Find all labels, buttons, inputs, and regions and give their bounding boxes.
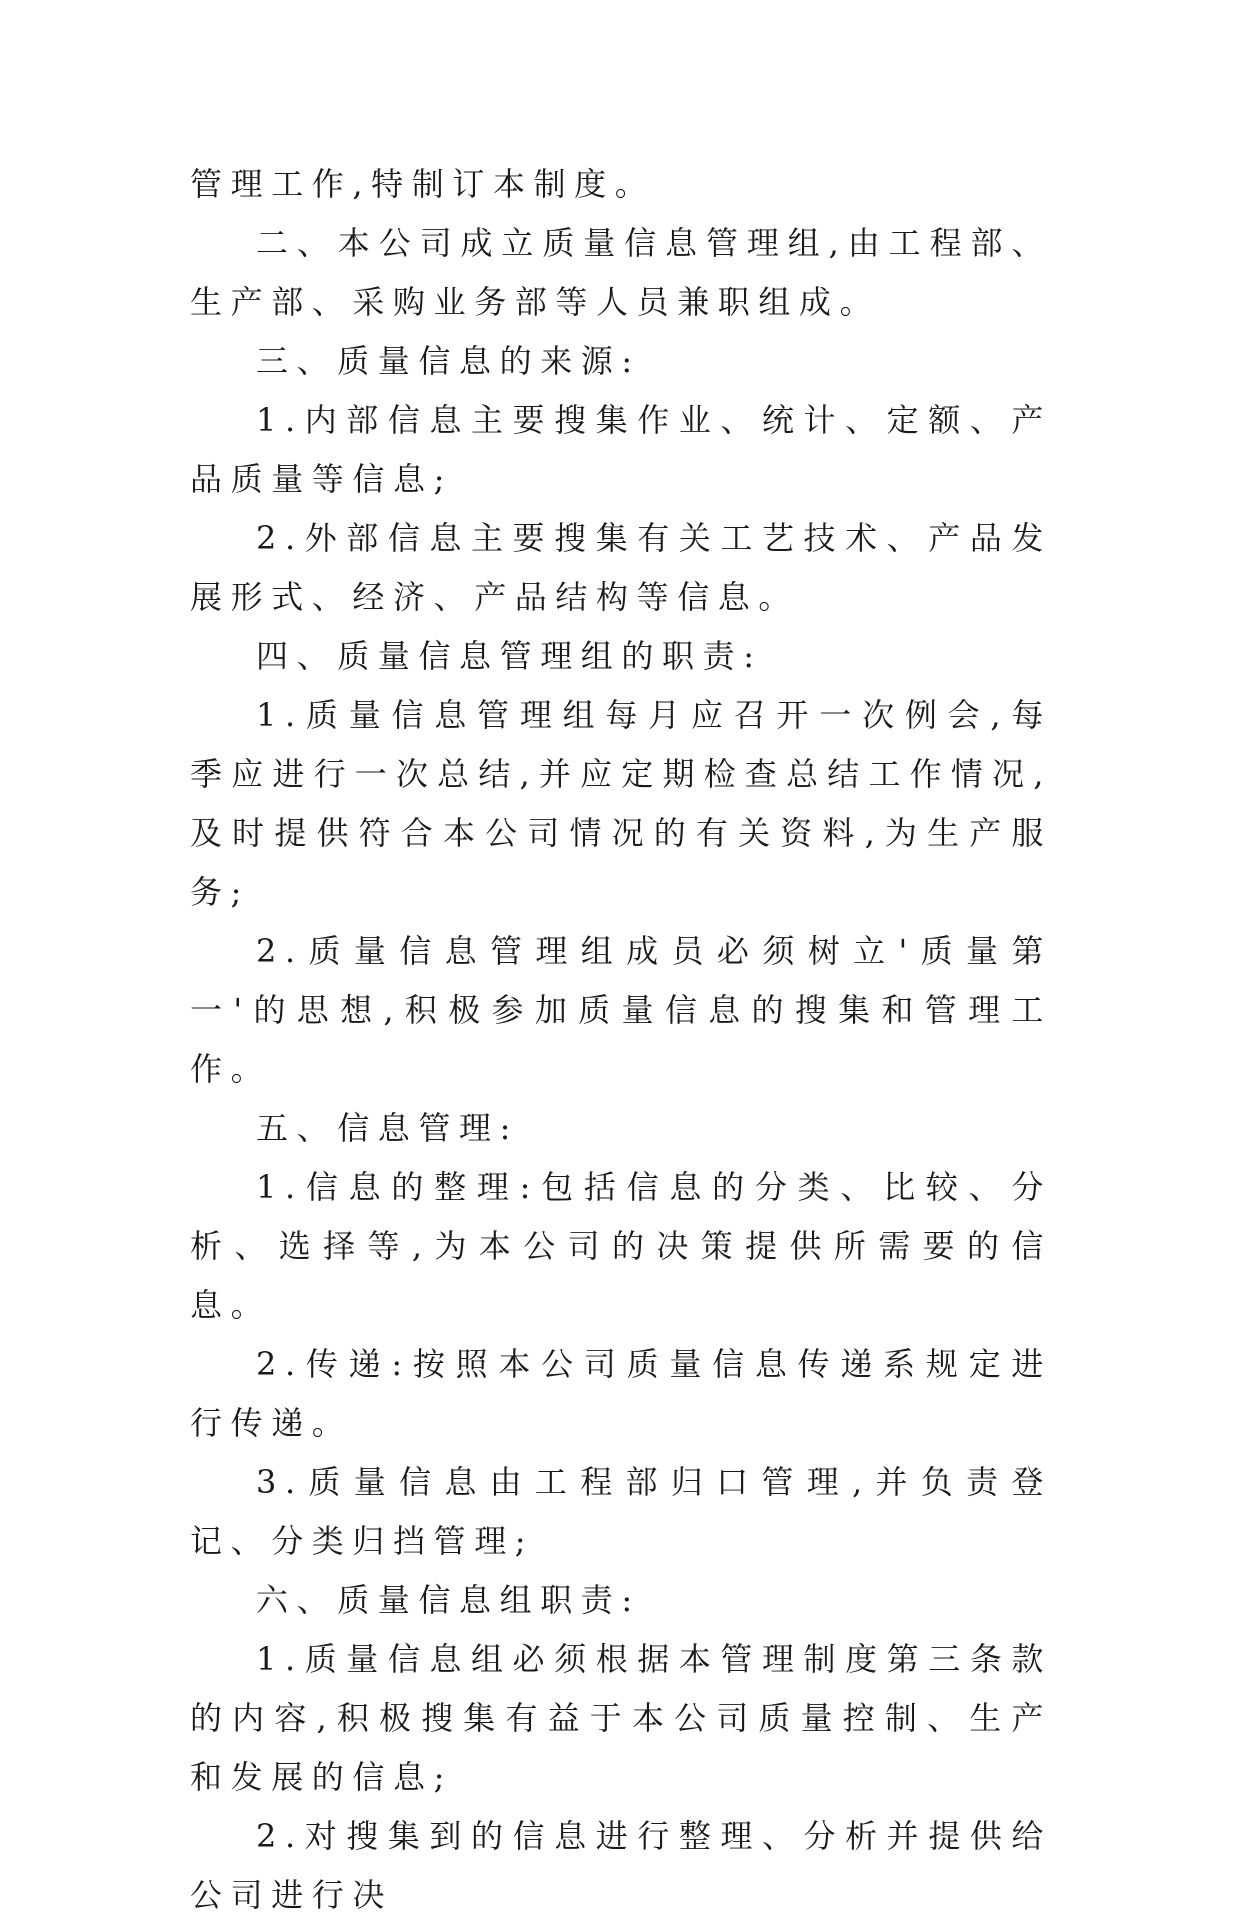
document-body bbox=[190, 155, 1052, 1925]
list-item: 1.信息的整理:包括信息的分类、比较、分析、选择等,为本公司的决策提供所需要的信息。 bbox=[190, 1168, 1052, 1324]
list-item: 2.传递:按照本公司质量信息传递系规定进行传递。 bbox=[190, 1345, 1052, 1442]
paragraph: 二、本公司成立质量信息管理组,由工程部、生产部、采购业务部等人员兼职组成。 bbox=[190, 224, 1052, 321]
list-item: 2.质量信息管理组成员必须树立'质量第一'的思想,积极参加质量信息的搜集和管理工作。 bbox=[190, 932, 1052, 1088]
list-item: 2.对搜集到的信息进行整理、分析并提供给公司进行决 bbox=[190, 1817, 1052, 1914]
list-item: 3.质量信息由工程部归口管理,并负责登记、分类归挡管理; bbox=[190, 1463, 1052, 1560]
list-item: 2.外部信息主要搜集有关工艺技术、产品发展形式、经济、产品结构等信息。 bbox=[190, 519, 1052, 616]
section-heading: 四、质量信息管理组的职责: bbox=[256, 637, 763, 675]
paragraph: 管理工作,特制订本制度。 bbox=[190, 165, 656, 203]
section-heading: 五、信息管理: bbox=[256, 1109, 519, 1147]
section-heading: 六、质量信息组职责: bbox=[256, 1581, 641, 1619]
list-item: 1.质量信息组必须根据本管理制度第三条款的内容,积极搜集有益于本公司质量控制、生产和发展的信息; bbox=[190, 1640, 1052, 1796]
section-heading: 三、质量信息的来源: bbox=[256, 342, 641, 380]
list-item: 1.质量信息管理组每月应召开一次例会,每季应进行一次总结,并应定期检查总结工作情况,及时提供符合本公司情况的有关资料,为生产服务; bbox=[190, 696, 1052, 911]
list-item: 1.内部信息主要搜集作业、统计、定额、产品质量等信息; bbox=[190, 401, 1052, 498]
